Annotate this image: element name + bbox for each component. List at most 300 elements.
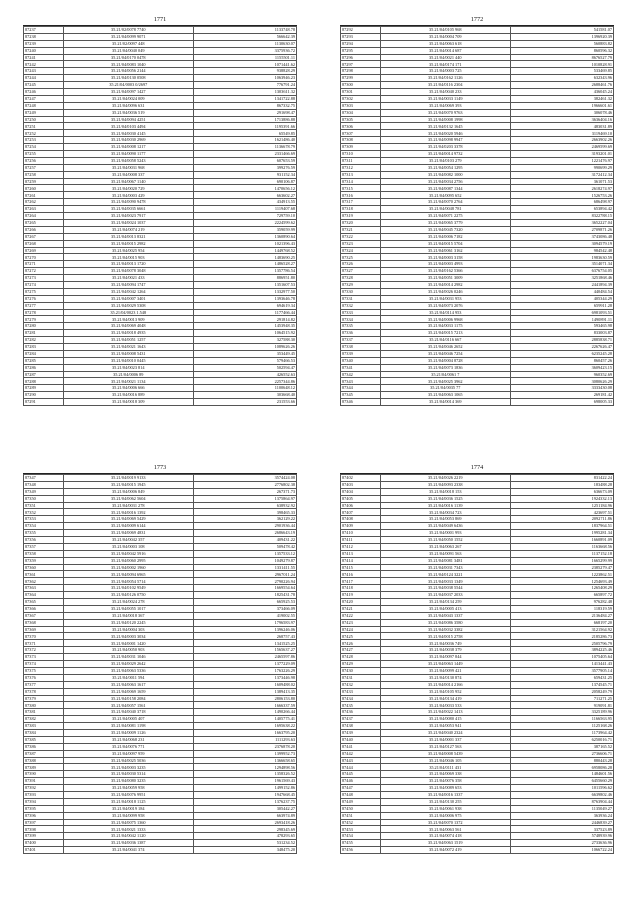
row-number-cell: 87374 bbox=[24, 661, 64, 668]
table-row bbox=[341, 157, 614, 164]
table-row bbox=[24, 475, 297, 482]
table-row bbox=[341, 502, 614, 509]
row-number-cell: 87420 bbox=[341, 599, 381, 606]
account-code-cell: 35.21/04/0124 3221 bbox=[380, 571, 510, 578]
amount-cell: 423697.51 bbox=[510, 509, 613, 516]
amount-cell: 3574424.08 bbox=[193, 475, 296, 482]
amount-cell: 1177466.44 bbox=[193, 309, 296, 316]
row-number-cell: 87282 bbox=[24, 337, 64, 344]
amount-cell: 984542.48 bbox=[510, 247, 613, 254]
account-code-cell: 35.21/02/0097 448 bbox=[63, 40, 193, 47]
table-row bbox=[24, 288, 297, 295]
amount-cell: 1393646.78 bbox=[193, 295, 296, 302]
amount-cell: 3743086.48 bbox=[510, 233, 613, 240]
row-number-cell: 87309 bbox=[341, 144, 381, 151]
amount-cell: 711271.25 bbox=[510, 695, 613, 702]
table-row bbox=[24, 578, 297, 585]
amount-cell: 1453948.35 bbox=[193, 323, 296, 330]
account-code-cell: 35.21/04/0031 968 bbox=[63, 164, 193, 171]
account-code-cell: 35.21/04/0170 0478 bbox=[63, 54, 193, 61]
account-code-cell: 35.21/04/0015 2758 bbox=[380, 633, 510, 640]
table-row bbox=[24, 240, 297, 247]
row-number-cell: 87363 bbox=[24, 585, 64, 592]
row-number-cell: 87349 bbox=[24, 488, 64, 495]
amount-cell: 2092711.86 bbox=[510, 516, 613, 523]
amount-cell: 1924332.13 bbox=[510, 495, 613, 502]
account-code-cell: 35.21/04/0048 781 bbox=[380, 206, 510, 213]
account-code-cell: 35.21/04/0019 184 bbox=[63, 805, 193, 812]
row-number-cell: 87345 bbox=[341, 392, 381, 399]
account-code-cell: 35.21/04/0008 5439 bbox=[380, 750, 510, 757]
account-code-cell: 35.21/04/0063 1617 bbox=[63, 681, 193, 688]
row-number-cell: 87338 bbox=[341, 343, 381, 350]
table-row bbox=[24, 323, 297, 330]
amount-cell: 1947668.45 bbox=[193, 791, 296, 798]
row-number-cell: 87337 bbox=[341, 337, 381, 344]
table-row bbox=[24, 219, 297, 226]
row-number-cell: 87328 bbox=[341, 275, 381, 282]
table-row bbox=[24, 178, 297, 185]
table-row bbox=[341, 571, 614, 578]
row-number-cell: 87348 bbox=[24, 481, 64, 488]
row-number-cell: 87433 bbox=[341, 688, 381, 695]
row-number-cell: 87272 bbox=[24, 268, 64, 275]
amount-cell: 2385279.47 bbox=[510, 564, 613, 571]
row-number-cell: 87344 bbox=[341, 385, 381, 392]
row-number-cell: 87316 bbox=[341, 192, 381, 199]
row-number-cell: 87361 bbox=[24, 571, 64, 578]
panel-title: 1774 bbox=[340, 462, 614, 474]
amount-cell: 1413441.43 bbox=[510, 661, 613, 668]
table-row bbox=[341, 564, 614, 571]
table-row bbox=[24, 102, 297, 109]
amount-cell: 1373446.98 bbox=[193, 674, 296, 681]
table-row bbox=[24, 661, 297, 668]
amount-cell: 434913.55 bbox=[193, 199, 296, 206]
account-code-cell: 35.21/04/0015 2982 bbox=[63, 240, 193, 247]
account-code-cell: 35.21/04/0026 0246 bbox=[380, 288, 510, 295]
table-row bbox=[341, 481, 614, 488]
row-number-cell: 87246 bbox=[24, 89, 64, 96]
table-row bbox=[341, 123, 614, 130]
row-number-cell: 87321 bbox=[341, 226, 381, 233]
row-number-cell: 87456 bbox=[341, 847, 381, 854]
table-row bbox=[24, 192, 297, 199]
row-number-cell: 87277 bbox=[24, 302, 64, 309]
table-row bbox=[24, 54, 297, 61]
table-row bbox=[24, 337, 297, 344]
row-number-cell: 87434 bbox=[341, 695, 381, 702]
account-code-cell: 35.21/04/0029 5308 bbox=[63, 302, 193, 309]
amount-cell: 1490891.11 bbox=[510, 316, 613, 323]
account-code-cell: 35.21/04/0023 814 bbox=[63, 364, 193, 371]
table-row bbox=[341, 82, 614, 89]
amount-cell: 305442.27 bbox=[193, 805, 296, 812]
account-code-cell: 35.21/04/0003 3235 bbox=[63, 764, 193, 771]
row-number-cell: 87267 bbox=[24, 233, 64, 240]
amount-cell: 1130630.07 bbox=[193, 40, 296, 47]
row-number-cell: 87250 bbox=[24, 116, 64, 123]
account-code-cell: 35.21/04/0059 958 bbox=[63, 785, 193, 792]
amount-cell: 1010828.91 bbox=[510, 61, 613, 68]
account-code-cell: 35.21/04/0130 0508 bbox=[63, 75, 193, 82]
table-row bbox=[341, 833, 614, 840]
row-number-cell: 87287 bbox=[24, 371, 64, 378]
account-code-cell: 35.21/04/0103 279 bbox=[380, 157, 510, 164]
account-code-cell: 35.21/04/0006 666 bbox=[63, 385, 193, 392]
account-code-cell: 35.21/04/0102 9549 bbox=[63, 585, 193, 592]
amount-cell: 291814.82 bbox=[193, 316, 296, 323]
amount-cell: 1375864.97 bbox=[193, 495, 296, 502]
account-code-cell: 35.21/04/0097 959 bbox=[63, 750, 193, 757]
amount-cell: 3894225.46 bbox=[510, 647, 613, 654]
account-code-cell: 35.21/04/0061 7 bbox=[380, 371, 510, 378]
amount-cell: 1666337.59 bbox=[193, 702, 296, 709]
account-code-cell: 35.21/04/0072 419 bbox=[380, 847, 510, 854]
row-number-cell: 87408 bbox=[341, 516, 381, 523]
row-number-cell: 87450 bbox=[341, 805, 381, 812]
table-row bbox=[24, 750, 297, 757]
amount-cell: 1396246.06 bbox=[193, 626, 296, 633]
table-row bbox=[341, 213, 614, 220]
row-number-cell: 87426 bbox=[341, 640, 381, 647]
account-code-cell: 35.21/04/0070 9763 bbox=[380, 109, 510, 116]
table-row bbox=[341, 805, 614, 812]
table-row bbox=[341, 40, 614, 47]
account-code-cell: 35.21/04/0080 3235 bbox=[63, 778, 193, 785]
table-row bbox=[24, 771, 297, 778]
account-code-cell: 35.21/04/0029 2642 bbox=[63, 661, 193, 668]
account-code-cell: 35.21/04/0046 2652 bbox=[380, 343, 510, 350]
account-code-cell: 35.21/04/0033 1175 bbox=[380, 323, 510, 330]
row-number-cell: 87370 bbox=[24, 633, 64, 640]
amount-cell: 2267626.47 bbox=[510, 343, 613, 350]
amount-cell: 268757.43 bbox=[193, 633, 296, 640]
row-number-cell: 87397 bbox=[24, 819, 64, 826]
amount-cell: 593465.98 bbox=[510, 323, 613, 330]
amount-cell: 729759.10 bbox=[193, 213, 296, 220]
amount-cell: 1621486.40 bbox=[193, 137, 296, 144]
table-row bbox=[24, 530, 297, 537]
row-number-cell: 87257 bbox=[24, 164, 64, 171]
amount-cell: 860457.26 bbox=[510, 357, 613, 364]
table-row bbox=[341, 343, 614, 350]
account-code-cell: 35.21/04/0045 7320 bbox=[380, 226, 510, 233]
amount-cell: 2331466.69 bbox=[193, 151, 296, 158]
row-number-cell: 87453 bbox=[341, 826, 381, 833]
account-code-cell: 35.21/04/0003 108 bbox=[63, 543, 193, 550]
row-number-cell: 87317 bbox=[341, 199, 381, 206]
amount-cell: 2185286.73 bbox=[510, 633, 613, 640]
amount-cell: 3325189.96 bbox=[510, 709, 613, 716]
account-code-cell: 35.21/04/0042 1120 bbox=[63, 833, 193, 840]
account-code-cell: 35.21/04/0076 771 bbox=[63, 743, 193, 750]
ledger-panel-1771 bbox=[23, 14, 297, 406]
amount-cell: 698005.33 bbox=[510, 399, 613, 406]
table-row bbox=[24, 164, 297, 171]
amount-cell: 3577905.14 bbox=[510, 667, 613, 674]
amount-cell: 3375936.72 bbox=[193, 47, 296, 54]
account-code-cell: 35.21/04/0033 1149 bbox=[380, 95, 510, 102]
account-code-cell: 35.21/04/0034 2756 bbox=[380, 178, 510, 185]
amount-cell: 1357533.12 bbox=[193, 550, 296, 557]
amount-cell: 1294898.56 bbox=[193, 764, 296, 771]
row-number-cell: 87323 bbox=[341, 240, 381, 247]
amount-cell: 2224599.62 bbox=[193, 219, 296, 226]
amount-cell: 1195391.66 bbox=[193, 123, 296, 130]
row-number-cell: 87294 bbox=[341, 40, 381, 47]
account-code-cell: 35.21/04/0015 5704 bbox=[380, 240, 510, 247]
ledger-panel-1773 bbox=[23, 462, 297, 854]
amount-cell: 509478.42 bbox=[193, 543, 296, 550]
account-code-cell: 35.21/04/0095 652 bbox=[380, 192, 510, 199]
amount-cell: 3119469.10 bbox=[510, 130, 613, 137]
row-number-cell: 87388 bbox=[24, 757, 64, 764]
table-row bbox=[341, 530, 614, 537]
amount-cell: 118319.59 bbox=[510, 605, 613, 612]
account-code-cell: 35.21/04/0126 0750 bbox=[63, 592, 193, 599]
account-code-cell: 35.21/04/0030 5314 bbox=[63, 771, 193, 778]
table-row bbox=[341, 337, 614, 344]
amount-cell: 659911.28 bbox=[510, 302, 613, 309]
amount-cell: 5748939.96 bbox=[510, 833, 613, 840]
account-code-cell: 35.21/04/0134 419 bbox=[380, 695, 510, 702]
table-row bbox=[24, 330, 297, 337]
row-number-cell: 87436 bbox=[341, 709, 381, 716]
account-code-cell: 35.21/04/0099 421 bbox=[380, 667, 510, 674]
account-code-cell: 35.21/04/0004 8728 bbox=[380, 357, 510, 364]
amount-cell: 1358326.52 bbox=[193, 771, 296, 778]
row-number-cell: 87439 bbox=[341, 729, 381, 736]
account-code-cell: 35.21/04/0162 1126 bbox=[380, 75, 510, 82]
table-row bbox=[341, 812, 614, 819]
ledger-table bbox=[23, 474, 297, 854]
table-row bbox=[24, 75, 297, 82]
account-code-cell: 35.21/04/0051 3009 bbox=[380, 275, 510, 282]
account-code-cell: 35.21/04/0081 3481 bbox=[380, 557, 510, 564]
amount-cell: 3636404.16 bbox=[510, 116, 613, 123]
table-row bbox=[24, 495, 297, 502]
row-number-cell: 87414 bbox=[341, 557, 381, 564]
amount-cell: 1341525.25 bbox=[193, 640, 296, 647]
table-row bbox=[24, 764, 297, 771]
account-code-cell: 35.21/02/0078 7740 bbox=[63, 27, 193, 34]
account-code-cell: 35.21/04/0015 7213 bbox=[380, 330, 510, 337]
table-row bbox=[341, 275, 614, 282]
table-row bbox=[24, 626, 297, 633]
account-code-cell: 35.21/04/0036 1387 bbox=[63, 840, 193, 847]
account-code-cell: 35.21/04/0090 1177 bbox=[63, 151, 193, 158]
panel-title: 1773 bbox=[23, 462, 297, 474]
table-row bbox=[341, 702, 614, 709]
amount-cell: 1135049.27 bbox=[510, 805, 613, 812]
table-row bbox=[24, 702, 297, 709]
account-code-cell: 35.21/04/0081 1198 bbox=[63, 723, 193, 730]
table-row bbox=[341, 151, 614, 158]
amount-cell: 638932.92 bbox=[193, 502, 296, 509]
row-number-cell: 87341 bbox=[341, 364, 381, 371]
table-row bbox=[24, 826, 297, 833]
amount-cell: 659431.25 bbox=[510, 674, 613, 681]
row-number-cell: 87332 bbox=[341, 302, 381, 309]
table-row bbox=[24, 840, 297, 847]
ledger-panel-1774 bbox=[340, 462, 614, 854]
amount-cell: 1663795.20 bbox=[193, 729, 296, 736]
row-number-cell: 87265 bbox=[24, 219, 64, 226]
row-number-cell: 87386 bbox=[24, 743, 64, 750]
table-row bbox=[341, 75, 614, 82]
table-row bbox=[341, 330, 614, 337]
amount-cell: 1961569.43 bbox=[193, 778, 296, 785]
account-code-cell: 35.21/04/0130 255 bbox=[380, 798, 510, 805]
amount-cell: 1223862.51 bbox=[510, 571, 613, 578]
account-code-cell: 35.21/04/0099 958 bbox=[63, 812, 193, 819]
account-code-cell: 35.21/04/0016 1139 bbox=[380, 502, 510, 509]
account-code-cell: 35.21/04/0075 1360 bbox=[63, 819, 193, 826]
row-number-cell: 87286 bbox=[24, 364, 64, 371]
amount-cell: 361071.53 bbox=[510, 178, 613, 185]
row-number-cell: 87390 bbox=[24, 771, 64, 778]
account-code-cell: 35.21/04/0078 3048 bbox=[63, 268, 193, 275]
amount-cell: 1221476.97 bbox=[510, 157, 613, 164]
account-code-cell: 35.21/04/0038 5544 bbox=[380, 585, 510, 592]
row-number-cell: 87416 bbox=[341, 571, 381, 578]
amount-cell: 1155501.11 bbox=[193, 54, 296, 61]
account-code-cell: 35.21/04/0009 6144 bbox=[63, 523, 193, 530]
row-number-cell: 87299 bbox=[341, 75, 381, 82]
table-row bbox=[24, 95, 297, 102]
amount-cell: 3172412.34 bbox=[510, 171, 613, 178]
row-number-cell: 87251 bbox=[24, 123, 64, 130]
account-code-cell: 35.21/04/0093 2338 bbox=[380, 481, 510, 488]
row-number-cell: 87347 bbox=[24, 475, 64, 482]
account-code-cell: 35.21/04/0032 3382 bbox=[380, 626, 510, 633]
row-number-cell: 87266 bbox=[24, 226, 64, 233]
table-row bbox=[24, 33, 297, 40]
table-row bbox=[341, 585, 614, 592]
amount-cell: 409431.22 bbox=[193, 537, 296, 544]
amount-cell: 398465.33 bbox=[193, 509, 296, 516]
row-number-cell: 87353 bbox=[24, 516, 64, 523]
table-row bbox=[341, 199, 614, 206]
account-code-cell: 35.21/04/0063 1449 bbox=[380, 661, 510, 668]
amount-cell: 1071441.62 bbox=[193, 61, 296, 68]
table-row bbox=[24, 151, 297, 158]
row-number-cell: 87369 bbox=[24, 626, 64, 633]
amount-cell: 886951.80 bbox=[193, 275, 296, 282]
account-code-cell: 35.21/04/0063 618 bbox=[380, 40, 510, 47]
table-row bbox=[24, 61, 297, 68]
row-number-cell: 87314 bbox=[341, 178, 381, 185]
account-code-cell: 35.21/04/0005 413 bbox=[380, 605, 510, 612]
table-row bbox=[24, 281, 297, 288]
amount-cell: 2688461.76 bbox=[510, 82, 613, 89]
amount-cell: 1100648.12 bbox=[193, 385, 296, 392]
row-number-cell: 87274 bbox=[24, 281, 64, 288]
account-code-cell: 35.21/04/0053 941 bbox=[380, 723, 510, 730]
amount-cell: 382461.32 bbox=[510, 95, 613, 102]
account-code-cell: 35.21/04/0063 1065 bbox=[380, 392, 510, 399]
row-number-cell: 87393 bbox=[24, 791, 64, 798]
table-row bbox=[341, 261, 614, 268]
amount-cell: 960352.69 bbox=[510, 371, 613, 378]
row-number-cell: 87425 bbox=[341, 633, 381, 640]
row-number-cell: 87435 bbox=[341, 702, 381, 709]
amount-cell: 2465597.86 bbox=[193, 654, 296, 661]
row-number-cell: 87301 bbox=[341, 89, 381, 96]
amount-cell: 2376878.20 bbox=[193, 743, 296, 750]
row-number-cell: 87410 bbox=[341, 530, 381, 537]
amount-cell: 1399952.73 bbox=[193, 750, 296, 757]
table-row bbox=[341, 667, 614, 674]
amount-cell: 694619.34 bbox=[193, 302, 296, 309]
amount-cell: 1366658.65 bbox=[193, 757, 296, 764]
table-row bbox=[24, 585, 297, 592]
table-row bbox=[24, 716, 297, 723]
table-row bbox=[24, 502, 297, 509]
amount-cell: 8676527.79 bbox=[510, 54, 613, 61]
row-number-cell: 87454 bbox=[341, 833, 381, 840]
table-row bbox=[341, 399, 614, 406]
table-row bbox=[24, 309, 297, 316]
table-row bbox=[341, 729, 614, 736]
account-code-cell: 35.21/04/0036 749 bbox=[380, 640, 510, 647]
table-row bbox=[24, 537, 297, 544]
account-code-cell: 35.21/04/0034 723 bbox=[380, 509, 510, 516]
table-row bbox=[24, 343, 297, 350]
account-code-cell: 35.21/04/0087 1344 bbox=[380, 185, 510, 192]
row-number-cell: 87302 bbox=[341, 95, 381, 102]
row-number-cell: 87291 bbox=[24, 399, 64, 406]
amount-cell: 880443.28 bbox=[510, 757, 613, 764]
amount-cell: 2790226.94 bbox=[193, 578, 296, 585]
amount-cell: 1713886.88 bbox=[193, 116, 296, 123]
account-code-cell: 35.21/04/0114 953 bbox=[380, 309, 510, 316]
row-number-cell: 87352 bbox=[24, 509, 64, 516]
row-number-cell: 87295 bbox=[341, 47, 381, 54]
account-code-cell: 35.21/04/0022 1413 bbox=[380, 709, 510, 716]
panel-title: 1772 bbox=[340, 14, 614, 26]
amount-cell: 1137152.18 bbox=[510, 550, 613, 557]
account-code-cell: 35.21/04/0003 4993 bbox=[380, 261, 510, 268]
account-code-cell: 35.21/04/0031 278 bbox=[63, 502, 193, 509]
row-number-cell: 87262 bbox=[24, 199, 64, 206]
amount-cell: 579466.53 bbox=[193, 357, 296, 364]
amount-cell: 931152.34 bbox=[193, 171, 296, 178]
account-code-cell: 35.21/04/0014 9732 bbox=[380, 151, 510, 158]
table-row bbox=[341, 378, 614, 385]
account-code-cell: 35.21/04/0073 1836 bbox=[380, 364, 510, 371]
row-number-cell: 87402 bbox=[341, 475, 381, 482]
account-code-cell: 35.21/04/0006 849 bbox=[63, 488, 193, 495]
amount-cell: 990699.29 bbox=[510, 164, 613, 171]
amount-cell: 2136484.27 bbox=[510, 612, 613, 619]
account-code-cell: 35.21/04/0003 0/2697 bbox=[63, 82, 193, 89]
table-row bbox=[24, 137, 297, 144]
amount-cell: 3514071.34 bbox=[510, 261, 613, 268]
table-row bbox=[24, 674, 297, 681]
account-code-cell: 35.21/04/0011 594 bbox=[63, 674, 193, 681]
row-number-cell: 87300 bbox=[341, 82, 381, 89]
table-row bbox=[341, 826, 614, 833]
table-row bbox=[341, 619, 614, 626]
table-row bbox=[341, 281, 614, 288]
amount-cell: 776791.24 bbox=[193, 82, 296, 89]
row-number-cell: 87279 bbox=[24, 316, 64, 323]
account-code-cell: 35.21/04/0018 1125 bbox=[63, 798, 193, 805]
row-number-cell: 87346 bbox=[341, 399, 381, 406]
amount-cell: 1111293.63 bbox=[193, 736, 296, 743]
